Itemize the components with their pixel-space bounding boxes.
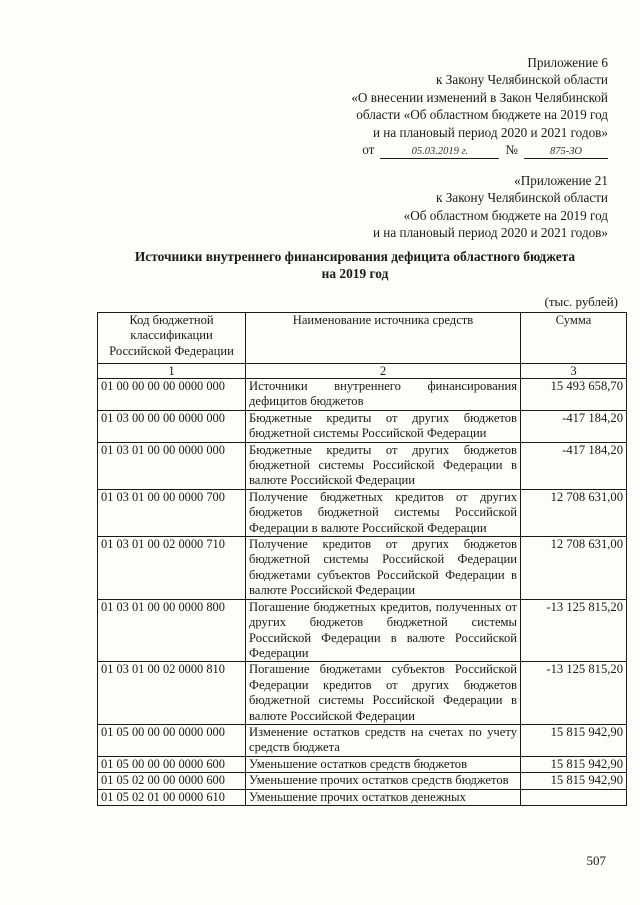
table-row bbox=[98, 773, 627, 789]
annex-line: к Закону Челябинской области bbox=[436, 72, 608, 88]
row-name: Получение бюджетных кредитов от других бюджетов бюджетной системы Российской Федерации в валюте Российской Федерации bbox=[246, 489, 521, 536]
row-sum: 15 815 942,90 bbox=[521, 724, 627, 756]
document-title bbox=[95, 248, 615, 282]
annex-line: области «Об областном бюджете на 2019 год bbox=[356, 107, 608, 123]
annex-header bbox=[351, 54, 608, 159]
annex-line: Приложение 6 bbox=[527, 55, 608, 70]
row-name: Уменьшение прочих остатков средств бюджетов bbox=[246, 773, 521, 789]
row-code: 01 03 01 00 00 0000 000 bbox=[98, 442, 246, 489]
row-name: Изменение остатков средств на счетах по учету средств бюджета bbox=[246, 724, 521, 756]
table-row bbox=[98, 724, 627, 756]
row-sum: 12 708 631,00 bbox=[521, 537, 627, 600]
table-row bbox=[98, 379, 627, 411]
annex-line: «О внесении изменений в Закон Челябинской bbox=[351, 89, 608, 105]
number-label: № bbox=[505, 142, 518, 158]
row-name: Погашение бюджетных кредитов, полученных от других бюджетов бюджетной системы Российской Федерации в валюте Российской Федерации bbox=[246, 599, 521, 662]
row-sum: -417 184,20 bbox=[521, 442, 627, 489]
annex-line: и на плановый период 2020 и 2021 годов» bbox=[372, 124, 608, 140]
column-number: 3 bbox=[521, 364, 627, 379]
table-row bbox=[98, 537, 627, 600]
column-number: 1 bbox=[98, 364, 246, 379]
row-name: Погашение бюджетами субъектов Российской Федерации кредитов от других бюджетов бюджетной системы Российской Федерации в валюте Российской Федерации bbox=[246, 662, 521, 725]
header-sum: Сумма bbox=[521, 313, 627, 364]
row-name: Источники внутреннего финансирования дефицитов бюджетов bbox=[246, 379, 521, 411]
row-name: Бюджетные кредиты от других бюджетов бюджетной системы Российской Федерации bbox=[246, 410, 521, 442]
row-code: 01 05 02 00 00 0000 600 bbox=[98, 773, 246, 789]
header-name: Наименование источника средств bbox=[246, 313, 521, 364]
row-sum: 12 708 631,00 bbox=[521, 489, 627, 536]
row-name: Уменьшение остатков средств бюджетов bbox=[246, 756, 521, 772]
law-date-field: 05.03.2019 г. bbox=[380, 146, 499, 159]
annex-sub-line: к Закону Челябинской области bbox=[436, 190, 608, 206]
row-code: 01 05 00 00 00 0000 600 bbox=[98, 756, 246, 772]
row-code: 01 03 00 00 00 0000 000 bbox=[98, 410, 246, 442]
financing-sources-table bbox=[97, 312, 627, 806]
annex-sub-line: «Об областном бюджете на 2019 год bbox=[403, 207, 608, 223]
row-name: Бюджетные кредиты от других бюджетов бюджетной системы Российской Федерации в валюте Российской Федерации bbox=[246, 442, 521, 489]
row-code: 01 03 01 00 02 0000 710 bbox=[98, 537, 246, 600]
row-sum: -417 184,20 bbox=[521, 410, 627, 442]
row-name: Уменьшение прочих остатков денежных bbox=[246, 789, 521, 805]
units-note: (тыс. рублей) bbox=[544, 294, 618, 309]
header-code: Код бюджетной классификации Российской Федерации bbox=[98, 313, 246, 364]
row-sum: 15 815 942,90 bbox=[521, 756, 627, 772]
table-row bbox=[98, 756, 627, 772]
annex-sub-line: «Приложение 21 bbox=[514, 173, 608, 188]
title-line-2: на 2019 год bbox=[321, 266, 389, 281]
from-label: от bbox=[362, 142, 375, 158]
row-code: 01 03 01 00 00 0000 800 bbox=[98, 599, 246, 662]
title-line-1: Источники внутреннего финансирования дефицита областного бюджета bbox=[134, 249, 576, 264]
page-number: 507 bbox=[586, 853, 606, 868]
row-sum: 15 493 658,70 bbox=[521, 379, 627, 411]
column-number: 2 bbox=[246, 364, 521, 379]
row-code: 01 03 01 00 00 0000 700 bbox=[98, 489, 246, 536]
table-row bbox=[98, 410, 627, 442]
table-row bbox=[98, 442, 627, 489]
law-number-field: 875-ЗО bbox=[524, 146, 608, 159]
table-row bbox=[98, 599, 627, 662]
row-sum: -13 125 815,20 bbox=[521, 599, 627, 662]
row-code: 01 03 01 00 02 0000 810 bbox=[98, 662, 246, 725]
law-date-number-row bbox=[351, 141, 608, 159]
row-code: 01 05 02 01 00 0000 610 bbox=[98, 789, 246, 805]
row-sum bbox=[521, 789, 627, 805]
table-row bbox=[98, 662, 627, 725]
row-code: 01 00 00 00 00 0000 000 bbox=[98, 379, 246, 411]
annex-sub-line: и на плановый период 2020 и 2021 годов» bbox=[372, 225, 608, 241]
row-code: 01 05 00 00 00 0000 000 bbox=[98, 724, 246, 756]
table-row bbox=[98, 789, 627, 805]
annex-sub-header bbox=[373, 172, 608, 242]
row-sum: 15 815 942,90 bbox=[521, 773, 627, 789]
row-sum: -13 125 815,20 bbox=[521, 662, 627, 725]
table-row bbox=[98, 489, 627, 536]
row-name: Получение кредитов от других бюджетов бюджетной системы Российской Федерации бюджетами субъектов Российской Федерации в валюте Российской Федерации bbox=[246, 537, 521, 600]
